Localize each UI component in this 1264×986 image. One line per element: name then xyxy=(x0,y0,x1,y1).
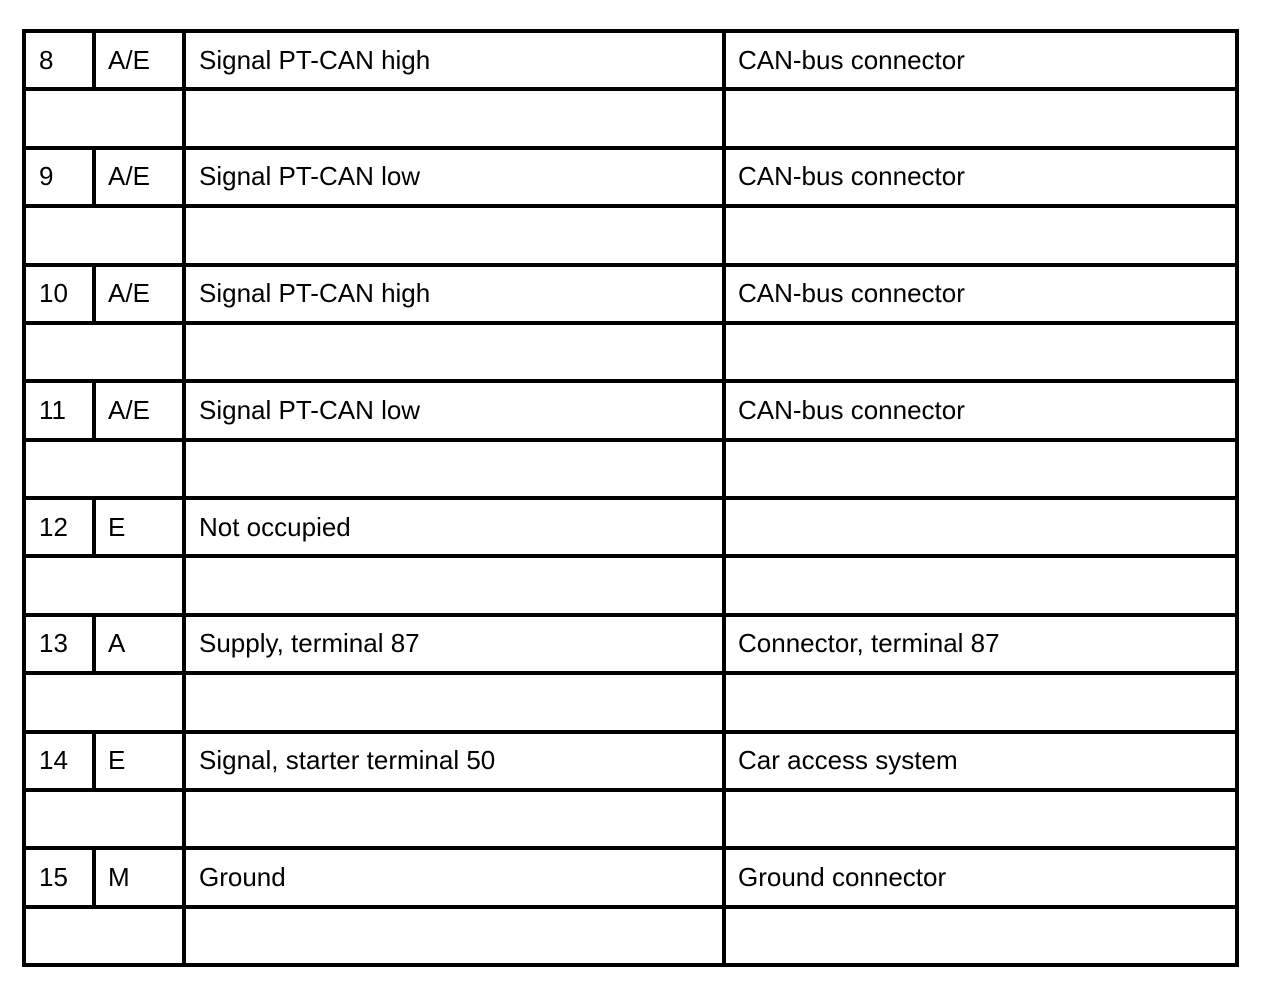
spacer-cell xyxy=(724,790,1237,848)
pin-spacer-row xyxy=(24,440,1237,498)
spacer-cell xyxy=(24,556,184,614)
spacer-cell xyxy=(724,206,1237,264)
spacer-cell xyxy=(184,907,724,965)
pin-row xyxy=(24,148,1237,206)
spacer-cell xyxy=(24,206,184,264)
spacer-cell xyxy=(184,206,724,264)
pin-number-cell: 12 xyxy=(24,498,94,556)
spacer-cell xyxy=(724,907,1237,965)
pin-spacer-row xyxy=(24,673,1237,731)
pin-description-cell: Ground xyxy=(184,848,724,906)
pin-description-cell: Supply, terminal 87 xyxy=(184,615,724,673)
pin-number-cell: 13 xyxy=(24,615,94,673)
pin-number-cell: 15 xyxy=(24,848,94,906)
pin-connection-cell: CAN-bus connector xyxy=(724,31,1237,89)
pin-connection-cell: CAN-bus connector xyxy=(724,148,1237,206)
pin-type-cell: A xyxy=(94,615,184,673)
pin-row xyxy=(24,381,1237,439)
pin-row xyxy=(24,615,1237,673)
pin-type-cell: E xyxy=(94,732,184,790)
pin-type-cell: A/E xyxy=(94,381,184,439)
pin-type-cell: A/E xyxy=(94,148,184,206)
pin-number-cell: 8 xyxy=(24,31,94,89)
spacer-cell xyxy=(724,323,1237,381)
pin-description-cell: Signal, starter terminal 50 xyxy=(184,732,724,790)
pin-spacer-row xyxy=(24,556,1237,614)
pin-table-body xyxy=(24,31,1237,965)
spacer-cell xyxy=(24,440,184,498)
pin-spacer-row xyxy=(24,323,1237,381)
pin-connection-cell: Ground connector xyxy=(724,848,1237,906)
spacer-cell xyxy=(184,790,724,848)
pin-row xyxy=(24,732,1237,790)
spacer-cell xyxy=(184,673,724,731)
spacer-cell xyxy=(724,556,1237,614)
pin-description-cell: Not occupied xyxy=(184,498,724,556)
pin-spacer-row xyxy=(24,790,1237,848)
pin-type-cell: A/E xyxy=(94,265,184,323)
spacer-cell xyxy=(724,89,1237,147)
pin-row xyxy=(24,498,1237,556)
pin-number-cell: 11 xyxy=(24,381,94,439)
spacer-cell xyxy=(24,89,184,147)
pin-assignment-table xyxy=(22,29,1239,967)
pin-spacer-row xyxy=(24,89,1237,147)
pin-row xyxy=(24,31,1237,89)
spacer-cell xyxy=(24,907,184,965)
pin-row xyxy=(24,848,1237,906)
spacer-cell xyxy=(24,323,184,381)
pin-description-cell: Signal PT-CAN high xyxy=(184,31,724,89)
pin-type-cell: E xyxy=(94,498,184,556)
spacer-cell xyxy=(24,790,184,848)
pin-connection-cell: CAN-bus connector xyxy=(724,265,1237,323)
pin-description-cell: Signal PT-CAN low xyxy=(184,381,724,439)
pin-connection-cell: Connector, terminal 87 xyxy=(724,615,1237,673)
pin-connection-cell: Car access system xyxy=(724,732,1237,790)
spacer-cell xyxy=(184,89,724,147)
pin-description-cell: Signal PT-CAN low xyxy=(184,148,724,206)
pin-type-cell: M xyxy=(94,848,184,906)
pin-row xyxy=(24,265,1237,323)
spacer-cell xyxy=(24,673,184,731)
pin-spacer-row xyxy=(24,907,1237,965)
spacer-cell xyxy=(184,323,724,381)
spacer-cell xyxy=(724,440,1237,498)
pin-number-cell: 9 xyxy=(24,148,94,206)
pin-spacer-row xyxy=(24,206,1237,264)
spacer-cell xyxy=(184,556,724,614)
pin-number-cell: 10 xyxy=(24,265,94,323)
spacer-cell xyxy=(724,673,1237,731)
pin-connection-cell: CAN-bus connector xyxy=(724,381,1237,439)
pin-description-cell: Signal PT-CAN high xyxy=(184,265,724,323)
pin-number-cell: 14 xyxy=(24,732,94,790)
spacer-cell xyxy=(184,440,724,498)
pin-type-cell: A/E xyxy=(94,31,184,89)
pin-connection-cell xyxy=(724,498,1237,556)
